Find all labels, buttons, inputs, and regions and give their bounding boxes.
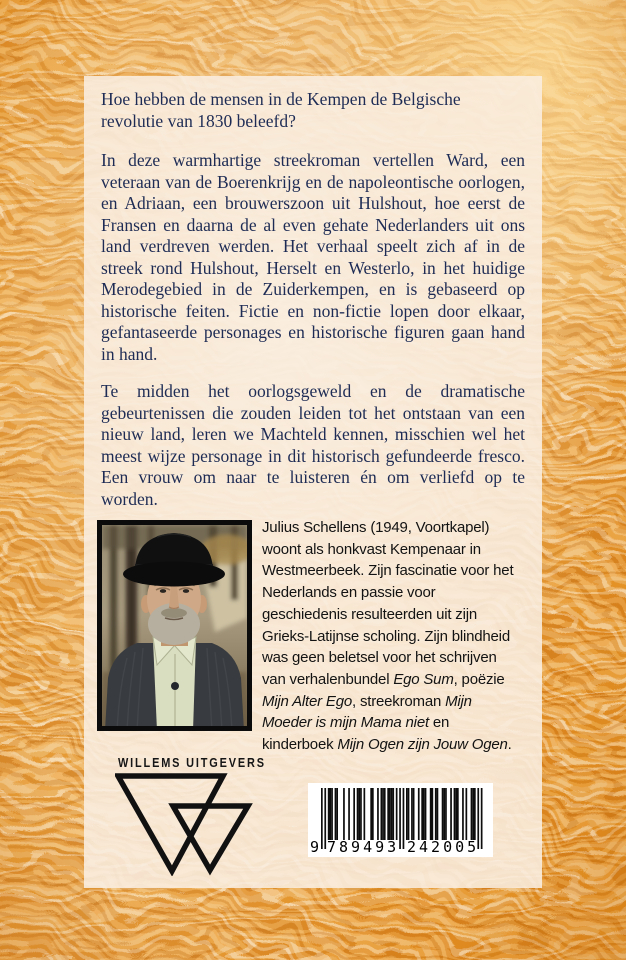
- barcode-digits-right: 242005: [407, 838, 480, 856]
- publisher-logo-icon: [115, 773, 255, 876]
- publisher-name: WILLEMS UITGEVERS: [118, 755, 266, 770]
- author-photo-image: [97, 520, 252, 731]
- barcode-digit-lead: 9: [310, 838, 320, 856]
- author-bio: Julius Schellens (1949, Voortkapel) woont als honkvast Kempenaar in Westmeerbeek. Zijn fascinatie voor het Nederlands en passie voor geschiedenis resulteerden uit zijn Grieks-Latijnse scholing. Zijn blindheid was geen beletsel voor het schrijven van verhalenbundel Ego Sum, poëzie Mijn Alter Ego, streekroman Mijn Moeder is mijn Mama niet en kinderboek Mijn Ogen zijn Jouw Ogen.: [262, 519, 514, 754]
- isbn-barcode: [308, 783, 493, 857]
- author-photo: [97, 520, 252, 731]
- barcode-digits-left: 789493: [327, 838, 400, 856]
- synopsis-paragraph-1: In deze warmhartige streekroman vertellen Ward, een veteraan van de Boerenkrijg en de napoleontische oorlogen, en Adriaan, een brouwerszoon uit Hulshout, hoe eerst de Fransen en daarna de al even gehate Nederlanders uit ons land verdreven werden. Het verhaal speelt zich af in de streek rond Hulshout, Herselt en Westerlo, in het huidige Merodegebied in de Zuiderkempen, en is gebaseerd op historische feiten. Fictie en non-fictie lopen door elkaar, gefantaseerde personages en historische figuren gaan hand in hand.: [101, 150, 525, 364]
- content-panel: [84, 76, 542, 888]
- synopsis-paragraph-2: Te midden het oorlogsgeweld en de dramatische gebeurtenissen die zouden leiden tot het ontstaan van een nieuw land, leren we Machteld kennen, misschien wel het meest wijze personage in dit historisch gefundeerde fresco. Een vrouw om naar te luisteren én om verliefd op te worden.: [101, 381, 525, 509]
- intro-question: Hoe hebben de mensen in de Kempen de Belgische revolutie van 1830 beleefd?: [101, 89, 461, 131]
